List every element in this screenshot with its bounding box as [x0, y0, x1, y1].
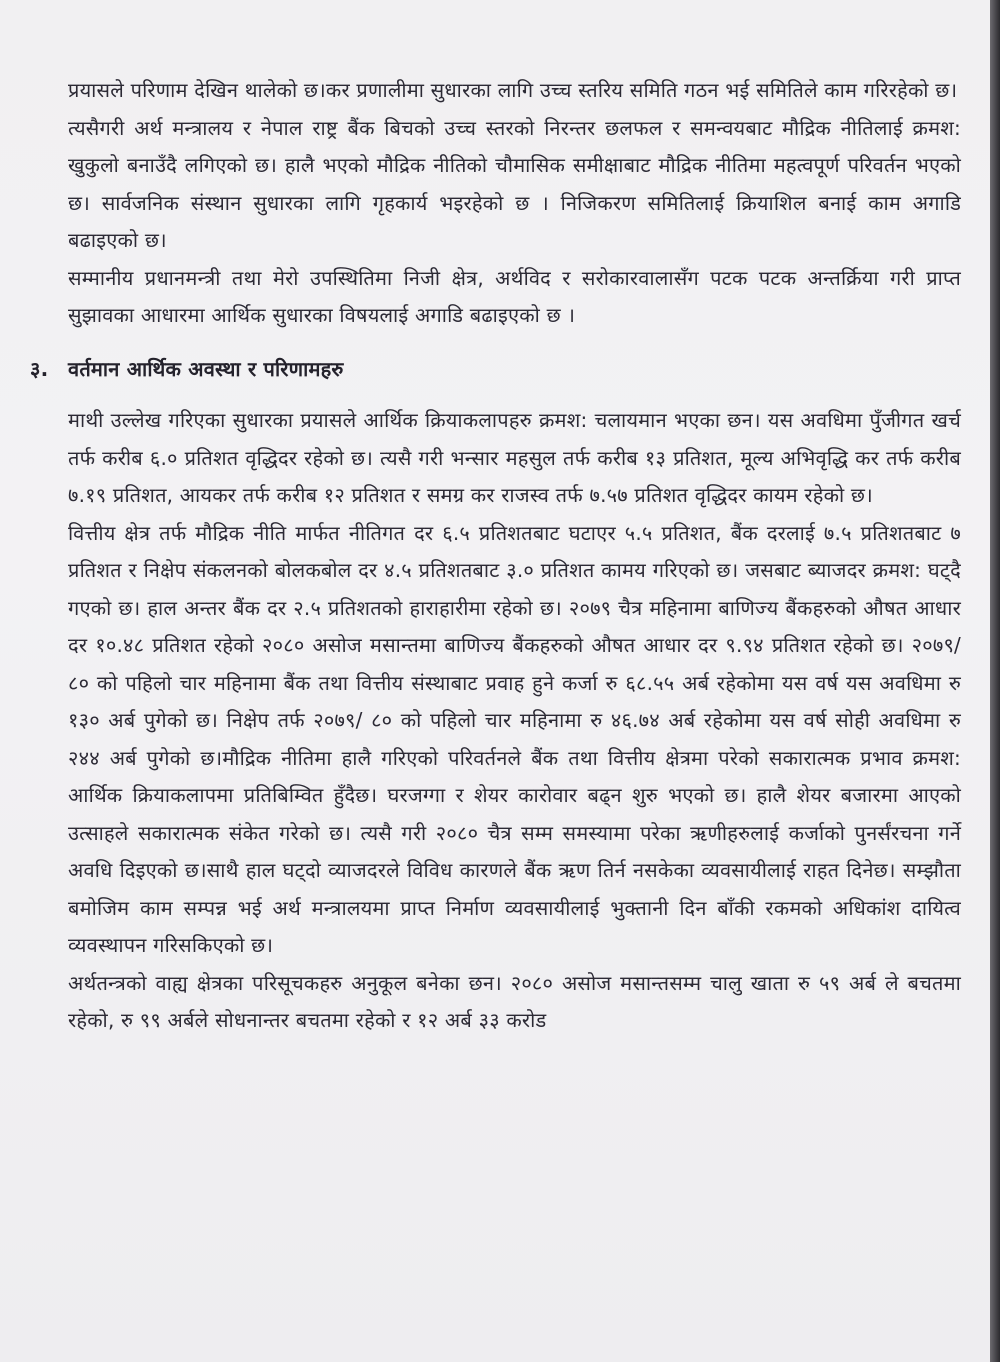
intro-paragraph: सम्मानीय प्रधानमन्त्री तथा मेरो उपस्थितिमा निजी क्षेत्र, अर्थविद र सरोकारवालासँग पटक पटक अन्तर्क्रिया गरी प्राप्त सुझावका आधारमा आर्थिक सुधारका विषयलाई अगाडि बढाइएको छ । [68, 265, 961, 327]
intro-paragraph: प्रयासले परिणाम देखिन थालेको छ।कर प्रणालीमा सुधारका लागि उच्च स्तरिय समिति गठन भई समितिले काम गरिरहेको छ। [68, 78, 958, 102]
section-paragraph: अर्थतन्त्रको वाह्य क्षेत्रका परिसूचकहरु अनुकूल बनेका छन। २०८० असोज मसान्तसम्म चालु खाता रु ५९ अर्ब ले बचतमा रहेको, रु ९९ अर्बले सोधनान्तर बचतमा रहेको र १२ अर्ब ३३ करोड [68, 970, 961, 1032]
section-paragraph: वित्तीय क्षेत्र तर्फ मौद्रिक नीति मार्फत नीतिगत दर ६.५ प्रतिशतबाट घटाएर ५.५ प्रतिशत, बैंक दरलाई ७.५ प्रतिशतबाट ७ प्रतिशत र निक्षेप संकलनको बोलकबोल दर ४.५ प्रतिशतबाट ३.० प्रतिशत कामय गरिएको छ। जसबाट ब्याजदर क्रमश: घट्दै गएको छ। हाल अन्तर बैंक दर २.५ प्रतिशतको हाराहारीमा रहेको छ। २०७९ चैत्र महिनामा बाणिज्य बैंकहरुको औषत आधार दर १०.४८ प्रतिशत रहेको २०८० असोज मसान्तमा बाणिज्य बैंकहरुको औषत आधार दर ९.९४ प्रतिशत रहेको छ। २०७९/ ८० को पहिलो चार महिनामा बैंक तथा वित्तीय संस्थाबाट प्रवाह हुने कर्जा रु ६८.५५ अर्ब रहेकोमा यस वर्ष यस अवधिमा रु १३० अर्ब पुगेको छ। निक्षेप तर्फ २०७९/ ८० को पहिलो चार महिनामा रु ४६.७४ अर्ब रहेकोमा यस वर्ष सोही अवधिमा रु २४४ अर्ब पुगेको छ।मौद्रिक नीतिमा हालै गरिएको परिवर्तनले बैंक तथा वित्तीय क्षेत्रमा परेको सकारात्मक प्रभाव क्रमश: आर्थिक क्रियाकलापमा प्रतिबिम्वित हुँदैछ। घरजग्गा र शेयर कारोवार बढ्न शुरु भएको छ। हालै शेयर बजारमा आएको उत्साहले सकारात्मक संकेत गरेको छ। त्यसै गरी २०८० चैत्र सम्म समस्यामा परेका ऋणीहरुलाई कर्जाको पुनर्संरचना गर्ने अवधि दिइएको छ।साथै हाल घट्दो व्याजदरले विविध कारणले बैंक ऋण तिर्न नसकेका व्यवसायीलाई राहत दिनेछ। सम्झौता बमोजिम काम सम्पन्न भई अर्थ मन्त्रालयमा प्राप्त निर्माण व्यवसायीलाई भुक्तानी दिन बाँकी रकमको अधिकांश दायित्व व्यवस्थापन गरिसकिएको छ। [68, 520, 961, 957]
page-edge-shadow [990, 0, 1000, 1362]
intro-paragraph: त्यसैगरी अर्थ मन्त्रालय र नेपाल राष्ट्र बैंक बिचको उच्च स्तरको निरन्तर छलफल र समन्वयबाट मौद्रिक नीतिलाई क्रमश: खुकुलो बनाउँदै लगिएको छ। हालै भएको मौद्रिक नीतिको चौमासिक समीक्षाबाट मौद्रिक नीतिमा महत्वपूर्ण परिवर्तन भएको छ। सार्वजनिक संस्थान सुधारका लागि गृहकार्य भइरहेको छ । निजिकरण समितिलाई क्रियाशिल बनाई काम अगाडि बढाइएको छ। [68, 115, 961, 252]
section-number: ३. [30, 356, 49, 381]
document-body [30, 72, 961, 1040]
section-title: वर्तमान आर्थिक अवस्था र परिणामहरु [68, 356, 344, 381]
section-paragraph: माथी उल्लेख गरिएका सुधारका प्रयासले आर्थिक क्रियाकलापहरु क्रमश: चलायमान भएका छन। यस अवधिमा पुँजीगत खर्च तर्फ करीब ६.० प्रतिशत वृद्धिदर रहेको छ। त्यसै गरी भन्सार महसुल तर्फ करीब १३ प्रतिशत, मूल्य अभिवृद्धि कर तर्फ करीब ७.१९ प्रतिशत, आयकर तर्फ करीब १२ प्रतिशत र समग्र कर राजस्व तर्फ ७.५७ प्रतिशत वृद्धिदर कायम रहेको छ। [68, 408, 961, 507]
section-heading [30, 351, 961, 389]
